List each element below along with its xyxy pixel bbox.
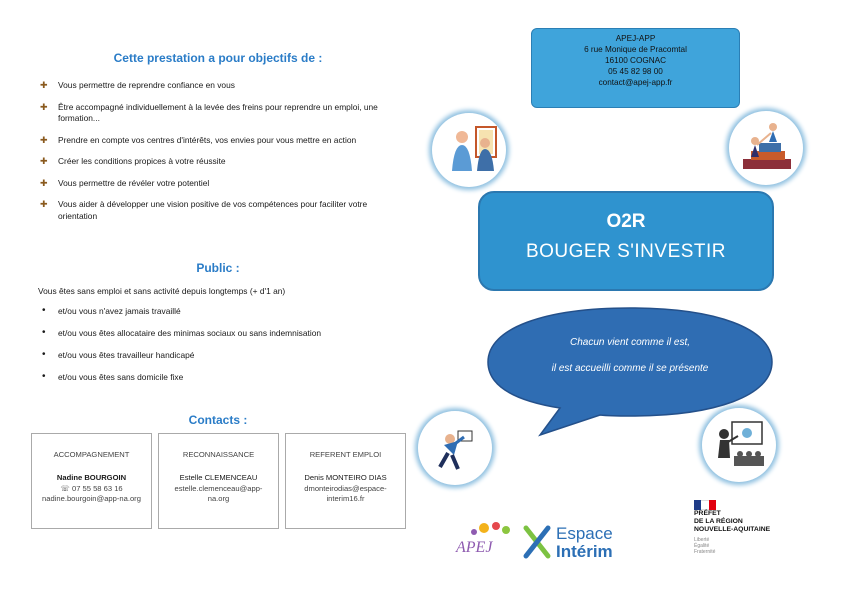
bullet-icon: • — [42, 327, 46, 338]
list-item: ✚ Créer les conditions propices à votre réussite — [40, 156, 226, 166]
list-item: ✚ Vous permettre de révéler votre potentiel — [40, 177, 210, 188]
apej-address-box — [531, 28, 740, 108]
list-item: • et/ou vous êtes sans domicile fixe — [42, 371, 184, 382]
contacts-title: Contacts : — [188, 413, 248, 427]
climbing-steps-icon — [729, 111, 803, 185]
prefet-line-3: NOUVELLE-AQUITAINE — [694, 526, 771, 533]
prefet-line-1: PRÉFET — [694, 510, 721, 517]
contact-email[interactable]: nadine.bourgoin@app-na.org — [42, 494, 141, 503]
motto-2: Égalité — [694, 543, 710, 549]
pin-icon: ✚ — [40, 101, 48, 112]
contact-role: RECONNAISSANCE — [182, 450, 255, 459]
program-subtitle: BOUGER S'INVESTIR — [525, 241, 727, 262]
pin-icon: ✚ — [40, 156, 48, 166]
quote-line-2: il est accueilli comme il se présente — [551, 363, 709, 374]
apej-logo-text: APEJ — [456, 539, 493, 556]
prefet-line-2: DE LA RÉGION — [694, 518, 743, 525]
list-item: ✚ Prendre en compte vos centres d'intérêts, vos envies pour vous mettre en action — [40, 134, 357, 145]
mirror-people-icon — [432, 113, 506, 187]
list-item: ✚ Vous aider à développer une vision positive de vos compétences pour faciliter votre orientation — [40, 199, 368, 221]
contact-role: ACCOMPAGNEMENT — [53, 450, 130, 459]
list-item: ✚ Vous permettre de reprendre confiance en vous — [40, 80, 235, 90]
quote-text — [490, 330, 770, 382]
bullet-icon: • — [42, 349, 46, 360]
public-intro: Vous êtes sans emploi et sans activité depuis longtemps (+ d'1 an) — [38, 286, 286, 296]
espace-interim-text — [556, 525, 613, 561]
apej-email[interactable]: contact@apej-app.fr — [598, 78, 673, 87]
program-title: O2R — [606, 211, 646, 232]
contact-card-reconnaissance — [158, 433, 279, 529]
contact-name: Nadine BOURGOIN — [56, 473, 127, 482]
public-list — [38, 306, 398, 394]
objectives-title: Cette prestation a pour objectifs de : — [113, 51, 323, 65]
logo-espace: Espace — [556, 524, 613, 543]
espace-interim-logo — [522, 522, 552, 567]
bullet-icon: • — [42, 305, 46, 316]
apej-address: 6 rue Monique de Pracomtal — [584, 45, 687, 54]
list-item: • et/ou vous êtes travailleur handicapé — [42, 349, 195, 360]
list-item: • et/ou vous n'avez jamais travaillé — [42, 305, 181, 316]
pin-icon: ✚ — [40, 80, 48, 90]
espace-interim-mark-icon — [522, 522, 552, 562]
bullet-icon: • — [42, 371, 46, 382]
apej-name: APEJ-APP — [615, 34, 656, 43]
french-flag-icon — [694, 500, 716, 510]
motto-1: Liberté — [694, 537, 710, 543]
contact-email-cont[interactable]: interim16.fr — [326, 494, 365, 503]
list-item: • et/ou vous êtes allocataire des minimas sociaux ou sans indemnisation — [42, 327, 322, 338]
logo-interim: Intérim — [556, 542, 613, 561]
contact-email[interactable]: estelle.clemenceau@app- — [174, 484, 263, 493]
pin-icon: ✚ — [40, 199, 48, 209]
quote-line-1: Chacun vient comme il est, — [569, 337, 691, 348]
objectives-list — [38, 80, 398, 232]
contact-card-accompagnement — [31, 433, 152, 529]
contact-card-referent — [285, 433, 406, 529]
pin-icon: ✚ — [40, 177, 48, 188]
public-title: Public : — [196, 261, 240, 275]
apej-logo — [454, 518, 516, 569]
contact-name: Denis MONTEIRO DIAS — [304, 473, 387, 482]
apej-phone: 05 45 82 98 00 — [608, 67, 663, 76]
contact-name: Estelle CLEMENCEAU — [179, 473, 258, 482]
prefet-logo — [694, 510, 770, 555]
apej-city: 16100 COGNAC — [605, 56, 666, 65]
contact-role: REFERENT EMPLOI — [309, 450, 382, 459]
contact-email-cont[interactable]: na.org — [207, 494, 230, 503]
contact-email[interactable]: dmonteirodias@espace- — [304, 484, 387, 493]
pin-icon: ✚ — [40, 134, 48, 145]
list-item: ✚ Être accompagné individuellement à la levée des freins pour reprendre un emploi, une formation... — [40, 101, 378, 123]
contact-phone: ☏ 07 55 58 63 16 — [60, 484, 123, 493]
program-title-box — [478, 191, 774, 291]
motto-3: Fraternité — [694, 549, 716, 555]
